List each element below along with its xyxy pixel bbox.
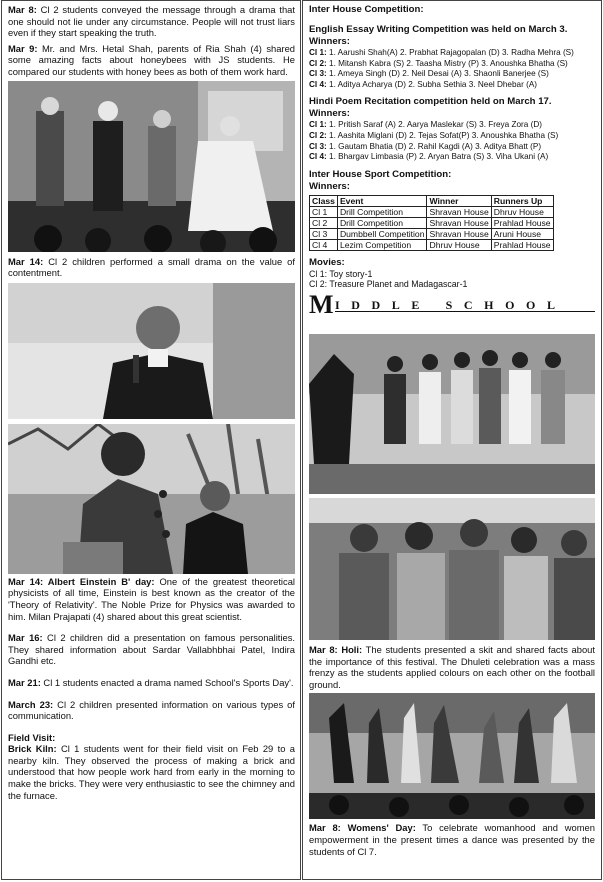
womens-day-dance-photo	[309, 693, 595, 819]
hindi-winners-list	[309, 120, 595, 162]
table-cell: Prahlad House	[491, 239, 553, 250]
table-cell: Cl 1	[310, 206, 338, 217]
middle-school-banner	[309, 289, 595, 319]
mar21-sports-day-paragraph: Mar 21: Cl 1 students enacted a drama named School's Sports Day'.	[8, 676, 294, 688]
table-header-cell: Winner	[427, 195, 491, 206]
mar8-drama-paragraph: Mar 8: Cl 2 students conveyed the message through a drama that one should not lie under any circumstance. People will not trust liars even if they start speaking the truth.	[8, 4, 295, 39]
table-header-cell: Event	[337, 195, 427, 206]
right-column	[309, 4, 595, 857]
table-header-row	[310, 195, 554, 206]
table-cell: Dhruv House	[491, 206, 553, 217]
table-header-cell: Runners Up	[491, 195, 553, 206]
banner-text: IDDLE SCHOOL	[335, 297, 567, 312]
movie-line: Cl 1: Toy story-1	[309, 268, 373, 279]
holi-paragraph: Mar 8: Holi: The students presented a skit and shared facts about the importance of this festival. The Dhuleti celebration was a mass frenzy as the students applied colours on each other on the football ground.	[309, 643, 595, 690]
brick-kiln-paragraph: Brick Kiln: Cl 1 students went for their field visit on Feb 29 to a nearby kiln. They observed the process of making a brick and understood that how people work hard from early in the morning to make the bricks. They were very enthusiastic to see the chimney and the furnace.	[8, 743, 295, 801]
essay-winner-row: Cl 1: 1. Aarushi Shah(A) 2. Prabhat Rajagopalan (D) 3. Radha Mehra (S)	[309, 48, 574, 57]
essay-winners-list	[309, 48, 595, 90]
drama-stage-photo	[8, 81, 295, 252]
table-cell: Drill Competition	[337, 206, 427, 217]
table-cell: Shravan House	[427, 217, 491, 228]
table-cell: Aruni House	[491, 228, 553, 239]
boy-with-microphone-photo	[8, 283, 295, 419]
field-visit-heading: Field Visit:	[8, 731, 56, 743]
table-row	[310, 217, 554, 228]
essay-winner-row: Cl 3: 1. Ameya Singh (D) 2. Neil Desai (A) 3. Shaonli Banerjee (S)	[309, 69, 549, 79]
table-cell: Cl 4	[310, 239, 338, 250]
hindi-competition-title: Hindi Poem Recitation competition held on March 17.	[309, 96, 552, 108]
mar9-honeybees-paragraph: Mar 9: Mr. and Mrs. Hetal Shah, parents of Ria Shah (4) shared some amazing facts about honeybees with JS students. He compared our students with honey bees as both of them work hard.	[8, 42, 296, 77]
hindi-winner-row: Cl 1: 1. Pritish Saraf (A) 2. Aarya Maslekar (S) 3. Freya Zora (D)	[309, 120, 542, 130]
sport-results-table	[309, 195, 554, 251]
essay-winner-row: Cl 4: 1. Aditya Acharya (D) 2. Subha Sethia 3. Neel Dhebar (A)	[309, 79, 538, 89]
table-header-cell: Class	[310, 195, 338, 206]
movie-line: Cl 2: Treasure Planet and Madagascar-1	[309, 279, 468, 290]
hindi-winner-row: Cl 4: 1. Bhargav Limbasia (P) 2. Aryan Batra (S) 3. Viha Ukani (A)	[309, 152, 549, 162]
essay-winners-label: Winners:	[309, 36, 350, 47]
table-row	[310, 239, 554, 250]
mar16-personalities-paragraph: Mar 16: Cl 2 children did a presentation on famous personalities. They shared information about Sardar Vallabhbhai Patel, Indira Gandhi etc.	[8, 632, 295, 667]
table-row	[310, 228, 554, 239]
inter-house-heading: Inter House Competition:	[309, 4, 424, 15]
banner-rule	[335, 311, 595, 312]
essay-competition-title: English Essay Writing Competition was held on March 3.	[309, 24, 568, 35]
table-cell: Dhruv House	[427, 239, 491, 250]
hindi-winners-label: Winners:	[309, 108, 350, 120]
holi-celebration-photo	[309, 498, 595, 640]
einstein-bust-photo	[8, 424, 295, 574]
essay-winner-row: Cl 2: 1. Mitansh Kabra (S) 2. Taasha Mistry (P) 3. Anoushka Bhatha (S)	[309, 58, 568, 68]
sport-competition-title: Inter House Sport Competition:	[309, 168, 452, 180]
sport-winners-label: Winners:	[309, 180, 350, 192]
students-skit-photo	[309, 334, 595, 494]
banner-initial: M	[309, 289, 334, 319]
table-cell: Cl 2	[310, 217, 338, 228]
movies-heading: Movies:	[309, 256, 345, 268]
table-cell: Shravan House	[427, 228, 491, 239]
table-cell: Cl 3	[310, 228, 338, 239]
einstein-birthday-paragraph: Mar 14: Albert Einstein B' day: One of the greatest theoretical physicists of all time, Einstein is best known as the creator of the 'Theory of Relativity'. The Noble Prize for Physics was awarded to him. Milan Prajapati (4) shared about this great scientist.	[8, 575, 295, 622]
table-cell: Lezim Competition	[337, 239, 427, 250]
table-cell: Drill Competition	[337, 217, 427, 228]
hindi-winner-row: Cl 3: 1. Gautam Bhatia (D) 2. Rahil Kagdi (A) 3. Aditya Bhatt (P)	[309, 141, 542, 151]
womens-day-paragraph: Mar 8: Womens' Day: To celebrate womanhood and women empowerment in the present times a dance was presented by the students of Cl 7.	[309, 822, 595, 857]
march23-communication-paragraph: March 23: Cl 2 children presented information on various types of communication.	[8, 698, 295, 722]
table-cell: Shravan House	[427, 206, 491, 217]
table-row	[310, 206, 554, 217]
table-cell: Dumbbell Competition	[337, 228, 427, 239]
mar14-contentment-caption: Mar 14: Cl 2 children performed a small drama on the value of contentment.	[8, 255, 296, 279]
table-cell: Prahlad House	[491, 217, 553, 228]
left-column	[8, 4, 295, 801]
hindi-winner-row: Cl 2: 1. Aashita Miglani (D) 2. Tejas Sofat(P) 3. Anoushka Bhatha (S)	[309, 130, 559, 140]
